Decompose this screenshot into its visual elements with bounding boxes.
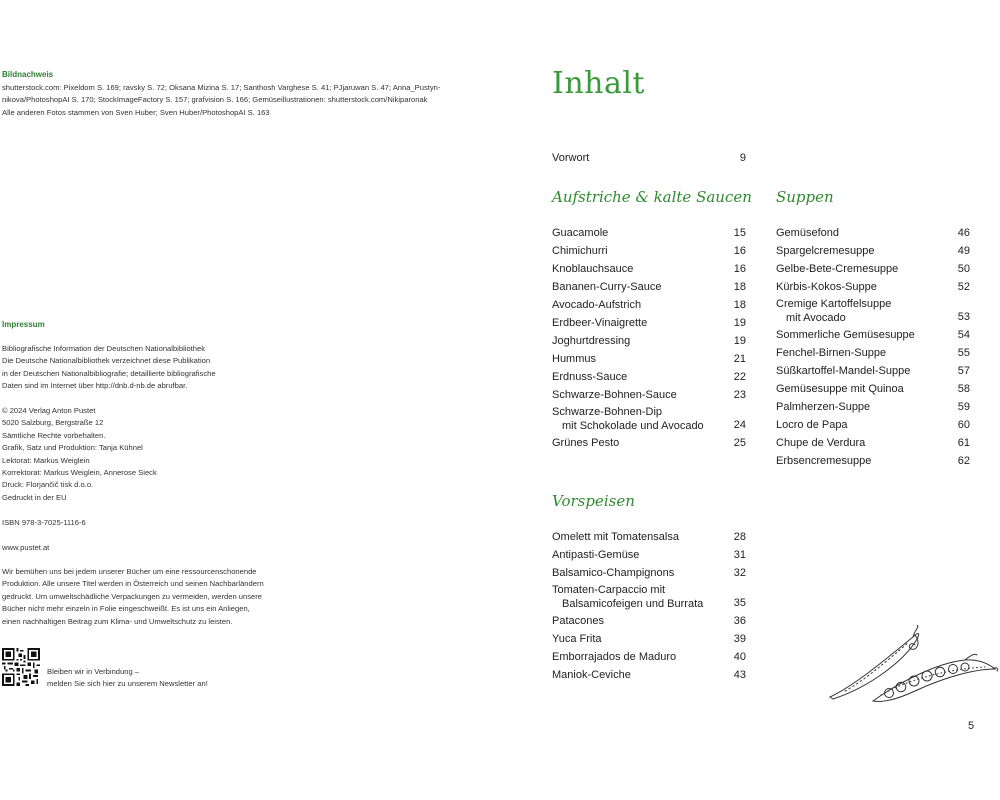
toc-entry[interactable]	[552, 314, 746, 332]
credits-line: shutterstock.com: Pixeldom S. 169; ravsky S. 72; Oksana Mizina S. 17; Santhosh Varghese S. 41; PJjaruwan S. 47; Anna_Pustyn-	[2, 83, 441, 92]
toc-entry[interactable]	[776, 452, 970, 470]
toc-entry-page: 28	[733, 531, 746, 543]
toc-entry[interactable]	[552, 648, 746, 666]
qr-code-icon[interactable]	[2, 648, 40, 686]
toc-entry-page: 21	[733, 353, 746, 365]
toc-entry-page: 19	[733, 317, 746, 329]
biblio-line: Bibliografische Information der Deutschen Nationalbibliothek	[2, 344, 206, 353]
newsletter-text	[47, 666, 208, 691]
toc-entry[interactable]	[552, 528, 746, 546]
toc-entry-page: 9	[739, 152, 746, 164]
toc-entry-title: Gelbe-Bete-Cremesuppe	[776, 263, 899, 275]
toc-entry-title: Knoblauchsauce	[552, 263, 634, 275]
toc-entry-title: Spargelcremesuppe	[776, 245, 875, 257]
toc-entry-page: 16	[733, 245, 746, 257]
toc-entry-title: Chimichurri	[552, 245, 608, 257]
toc-entry-page: 15	[733, 227, 746, 239]
toc-entry[interactable]	[552, 582, 746, 612]
toc-entry-page: 57	[957, 365, 970, 377]
toc-entry[interactable]	[776, 260, 970, 278]
toc-entry-page: 23	[733, 389, 746, 401]
toc-entry-title: Erbsencremesuppe	[776, 455, 872, 467]
toc-entry-subtitle: Balsamicofeigen und Burrata	[562, 598, 704, 610]
biblio-info	[2, 343, 216, 393]
toc-entry-page: 16	[733, 263, 746, 275]
toc-entry-page: 54	[957, 329, 970, 341]
credits-heading: Bildnachweis	[2, 70, 54, 79]
newsletter-line: melden Sie sich hier zu unserem Newsletter an!	[47, 679, 208, 689]
toc-entry[interactable]	[552, 546, 746, 564]
publisher-line: Lektorat: Markus Weiglein	[2, 455, 90, 465]
toc-entry-title: Schwarze-Bohnen-Sauce	[552, 389, 677, 401]
toc-entry-title: Antipasti-Gemüse	[552, 549, 640, 561]
toc-entry-title: Erdbeer-Vinaigrette	[552, 317, 648, 329]
credits-line: nikova/PhotoshopAI S. 170; StockImageFactory S. 157; grafvision S. 166; Gemüseillustrationen: shutterstock.com/Nikiparonak	[2, 95, 428, 105]
toc-entry-title: Cremige Kartoffelsuppe	[776, 298, 892, 310]
toc-entry-page: 62	[957, 455, 970, 467]
toc-entry[interactable]	[776, 278, 970, 296]
toc-entry-title: Patacones	[552, 615, 604, 627]
toc-entry[interactable]	[552, 242, 746, 260]
toc-entry-page: 59	[957, 401, 970, 413]
toc-entry-title: Bananen-Curry-Sauce	[552, 281, 662, 293]
toc-entry-title: Tomaten-Carpaccio mit	[552, 584, 666, 596]
credits-text	[2, 82, 472, 119]
toc-entry[interactable]	[552, 666, 746, 684]
toc-entry-page: 25	[733, 437, 746, 449]
toc-entry-title: Locro de Papa	[776, 419, 848, 431]
toc-entry-title: Yuca Frita	[552, 633, 602, 645]
toc-entry[interactable]	[776, 224, 970, 242]
publisher-info	[2, 405, 157, 504]
website-link[interactable]: www.pustet.at	[2, 543, 50, 552]
toc-entry-title: Gemüsesuppe mit Quinoa	[776, 383, 904, 395]
toc-entry-page: 53	[957, 311, 970, 323]
toc-entry-title: Hummus	[552, 353, 597, 365]
toc-entry-page: 49	[957, 245, 970, 257]
toc-entry[interactable]	[552, 296, 746, 314]
eco-line: gedruckt. Um umweltschädliche Verpackungen zu vermeiden, werden unsere	[2, 591, 263, 601]
toc-entry[interactable]	[552, 386, 746, 404]
toc-list-vorspeisen	[552, 528, 746, 684]
section-heading-suppen: Suppen	[776, 188, 834, 206]
toc-entry[interactable]	[776, 326, 970, 344]
toc-entry-page: 18	[733, 281, 746, 293]
toc-entry-vorwort[interactable]	[552, 149, 746, 167]
toc-entry-page: 40	[733, 651, 746, 663]
biblio-line: Daten sind im Internet über http://dnb.d-nb.de abrufbar.	[2, 381, 188, 391]
toc-entry-title: Avocado-Aufstrich	[552, 299, 642, 311]
toc-entry-subtitle: mit Schokolade und Avocado	[562, 420, 704, 432]
section-heading-vorspeisen: Vorspeisen	[552, 492, 635, 510]
toc-entry[interactable]	[552, 630, 746, 648]
toc-entry-title: Sommerliche Gemüsesuppe	[776, 329, 915, 341]
toc-entry[interactable]	[776, 416, 970, 434]
toc-entry-title: Vorwort	[552, 152, 590, 164]
biblio-line: in der Deutschen Nationalbibliografie; detaillierte bibliografische	[2, 368, 216, 378]
eco-line: einen nachhaltigen Beitrag zum Klima- und Umweltschutz zu leisten.	[2, 616, 233, 626]
toc-entry-page: 60	[957, 419, 970, 431]
toc-entry-title: Joghurtdressing	[552, 335, 631, 347]
section-heading-aufstriche: Aufstriche & kalte Saucen	[552, 188, 752, 206]
credits-line: Alle anderen Fotos stammen von Sven Huber; Sven Huber/PhotoshopAI S. 163	[2, 107, 270, 117]
toc-entry[interactable]	[776, 398, 970, 416]
publisher-line: Korrektorat: Markus Weiglein, Annerose Sieck	[2, 468, 157, 478]
toc-list-aufstriche	[552, 224, 746, 452]
toc-entry-page: 52	[957, 281, 970, 293]
toc-entry[interactable]	[776, 380, 970, 398]
eco-statement	[2, 566, 264, 628]
toc-entry-title: Erdnuss-Sauce	[552, 371, 628, 383]
toc-entry[interactable]	[552, 332, 746, 350]
publisher-line: © 2024 Verlag Anton Pustet	[2, 406, 96, 415]
toc-entry-page: 18	[733, 299, 746, 311]
toc-entry[interactable]	[552, 350, 746, 368]
publisher-line: Gedruckt in der EU	[2, 492, 67, 502]
toc-entry-page: 58	[957, 383, 970, 395]
toc-entry[interactable]	[552, 224, 746, 242]
page-title: Inhalt	[552, 66, 646, 101]
toc-entry-page: 32	[733, 567, 746, 579]
toc-entry-subtitle: mit Avocado	[786, 312, 846, 324]
toc-entry-page: 24	[733, 419, 746, 431]
newsletter-line: Bleiben wir in Verbindung –	[47, 667, 140, 676]
toc-entry-page: 61	[957, 437, 970, 449]
toc-entry[interactable]	[552, 278, 746, 296]
toc-entry-title: Maniok-Ceviche	[552, 669, 631, 681]
toc-entry[interactable]	[552, 260, 746, 278]
publisher-line: Sämtliche Rechte vorbehalten.	[2, 430, 106, 440]
toc-entry-page: 43	[733, 669, 746, 681]
page-number: 5	[968, 720, 975, 732]
isbn: ISBN 978-3-7025-1116-6	[2, 518, 86, 527]
publisher-line: Druck: Florjančič tisk d.o.o.	[2, 480, 94, 490]
pea-pods-illustration	[825, 625, 1000, 705]
toc-entry[interactable]	[552, 404, 746, 434]
toc-entry-page: 22	[733, 371, 746, 383]
toc-entry[interactable]	[776, 344, 970, 362]
toc-entry[interactable]	[552, 434, 746, 452]
toc-entry-title: Emborrajados de Maduro	[552, 651, 677, 663]
toc-entry-title: Omelett mit Tomatensalsa	[552, 531, 679, 543]
toc-entry-title: Chupe de Verdura	[776, 437, 866, 449]
toc-entry-title: Süßkartoffel-Mandel-Suppe	[776, 365, 911, 377]
toc-entry-title: Palmherzen-Suppe	[776, 401, 871, 413]
toc-entry-title: Balsamico-Champignons	[552, 567, 675, 579]
toc-entry-title: Schwarze-Bohnen-Dip	[552, 406, 663, 418]
toc-list-suppen	[776, 224, 970, 470]
toc-entry[interactable]	[552, 612, 746, 630]
toc-entry[interactable]	[776, 242, 970, 260]
eco-line: Bücher nicht mehr einzeln in Folie eingeschweißt. Es ist uns ein Anliegen,	[2, 604, 250, 614]
toc-entry-title: Gemüsefond	[776, 227, 839, 239]
toc-entry-page: 36	[733, 615, 746, 627]
toc-entry-page: 46	[957, 227, 970, 239]
toc-entry-page: 39	[733, 633, 746, 645]
toc-entry-title: Fenchel-Birnen-Suppe	[776, 347, 887, 359]
toc-entry[interactable]	[776, 296, 970, 326]
toc-entry[interactable]	[552, 368, 746, 386]
publisher-line: 5020 Salzburg, Bergstraße 12	[2, 418, 104, 428]
publisher-line: Grafik, Satz und Produktion: Tanja Kühnel	[2, 443, 143, 453]
impressum-heading: Impressum	[2, 320, 45, 329]
toc-entry-page: 50	[957, 263, 970, 275]
toc-entry-title: Kürbis-Kokos-Suppe	[776, 281, 877, 293]
toc-entry-title: Guacamole	[552, 227, 609, 239]
toc-entry[interactable]	[552, 564, 746, 582]
toc-entry[interactable]	[776, 362, 970, 380]
toc-entry-page: 19	[733, 335, 746, 347]
toc-entry[interactable]	[776, 434, 970, 452]
toc-entry-page: 55	[957, 347, 970, 359]
toc-entry-page: 35	[733, 597, 746, 609]
biblio-line: Die Deutsche Nationalbibliothek verzeichnet diese Publikation	[2, 356, 211, 366]
eco-line: Produktion. Alle unsere Titel werden in Österreich und seinen Nachbarländern	[2, 579, 264, 589]
toc-entry-title: Grünes Pesto	[552, 437, 620, 449]
eco-line: Wir bemühen uns bei jedem unserer Bücher um eine ressourcenschonende	[2, 567, 257, 576]
toc-entry-page: 31	[733, 549, 746, 561]
